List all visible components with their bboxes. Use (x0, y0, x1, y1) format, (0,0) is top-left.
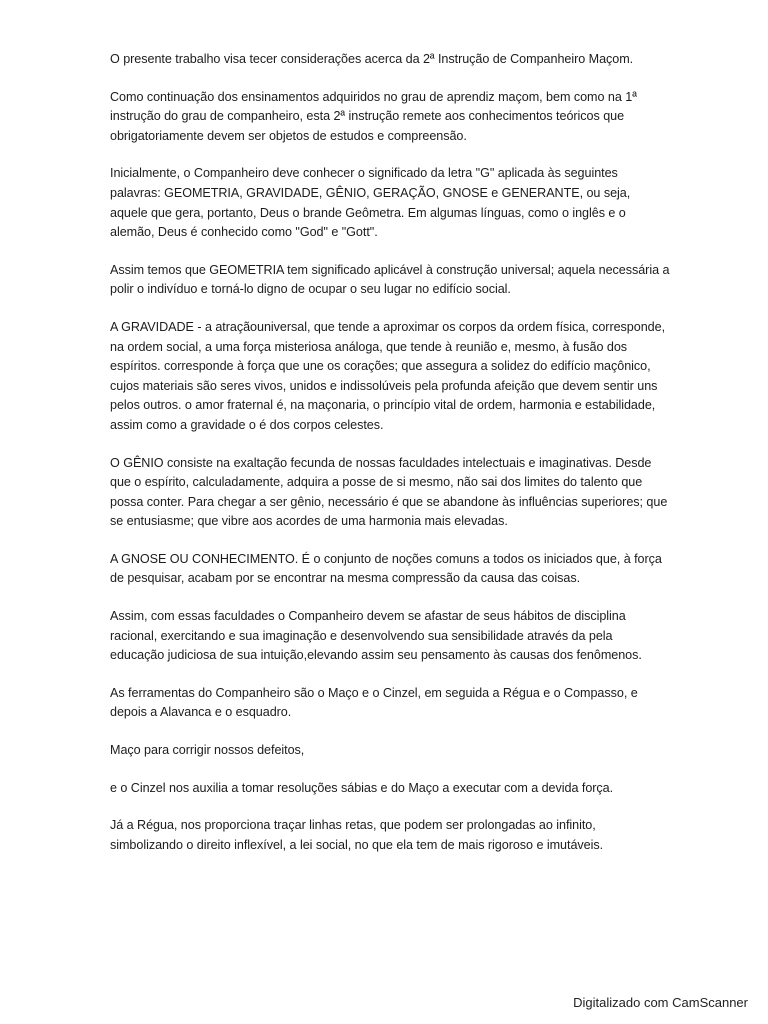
document-body (110, 50, 670, 873)
paragraph-maco: Maço para corrigir nossos defeitos, (110, 743, 305, 758)
paragraph-genio: O GÊNIO consiste na exaltação fecunda de nossas faculdades intelectuais e imaginativas. Desde que o espírito, calculadamente, adquira a posse de si mesmo, não sai dos limites do talento que possa conter. Para chegar a ser gênio, necessário é que se abandone às influências superiores; que se entusiasme; que vibre aos acordes de uma harmonia mais elevadas. (110, 455, 668, 529)
paragraph-gravidade: A GRAVIDADE - a atraçãouniversal, que tende a aproximar os corpos da ordem física, corresponde, na ordem social, a uma força misteriosa análoga, que tende à reunião e, mesmo, à fusão dos espíritos. corresponde à força que une os corações; que assegura a solidez do edifício maçônico, cujos materiais são seres vivos, unidos e indissolúveis pela profunda afeição que devem sentir uns pelos outros. o amor fraternal é, na maçonaria, o princípio vital de ordem, harmonia e estabilidade, assim como a gravidade o é dos corpos celestes. (110, 319, 666, 432)
paragraph-regua: Já a Régua, nos proporciona traçar linhas retas, que podem ser prolongadas ao infinito, simbolizando o direito inflexível, a lei social, no que ela tem de mais rigoroso e imutáveis. (110, 818, 604, 852)
paragraph-cinzel: e o Cinzel nos auxilia a tomar resoluções sábias e do Maço a executar com a devida força. (110, 780, 614, 795)
scanner-watermark: Digitalizado com CamScanner (573, 995, 748, 1010)
paragraph-gnose: A GNOSE OU CONHECIMENTO. É o conjunto de noções comuns a todos os iniciados que, à força de pesquisar, acabam por se encontrar na mesma compressão da causa das coisas. (110, 551, 662, 586)
paragraph-ferramentas: As ferramentas do Companheiro são o Maço e o Cinzel, em seguida a Régua e o Compasso, e depois a Alavanca e o esquadro. (110, 685, 638, 720)
paragraph-faculdades: Assim, com essas faculdades o Companheiro devem se afastar de seus hábitos de disciplina racional, exercitando e sua imaginação e desenvolvendo sua sensibilidade através da pela educação judiciosa de sua intuição,elevando assim seu pensamento às causas dos fenômenos. (110, 609, 642, 663)
paragraph-letter-g: Inicialmente, o Companheiro deve conhecer o significado da letra "G" aplicada às seguintes palavras: GEOMETRIA, GRAVIDADE, GÊNIO, GERAÇÃO, GNOSE e GENERANTE, ou seja, aquele que gera, portanto, Deus o brande Geômetra. Em algumas línguas, como o inglês e o alemão, Deus é conhecido como "God" e "Gott". (110, 166, 631, 240)
paragraph-intro: O presente trabalho visa tecer considerações acerca da 2ª Instrução de Companheiro Maçom. (110, 52, 634, 66)
paragraph-geometria: Assim temos que GEOMETRIA tem significado aplicável à construção universal; aquela necessária a polir o indivíduo e torná-lo digno de ocupar o seu lugar no edifício social. (110, 262, 670, 297)
paragraph-continuation: Como continuação dos ensinamentos adquiridos no grau de aprendiz maçom, bem como na 1ª instrução do grau de companheiro, esta 2ª instrução remete aos conhecimentos teóricos que obrigatoriamente devem ser objetos de estudos e compreensão. (110, 89, 637, 143)
